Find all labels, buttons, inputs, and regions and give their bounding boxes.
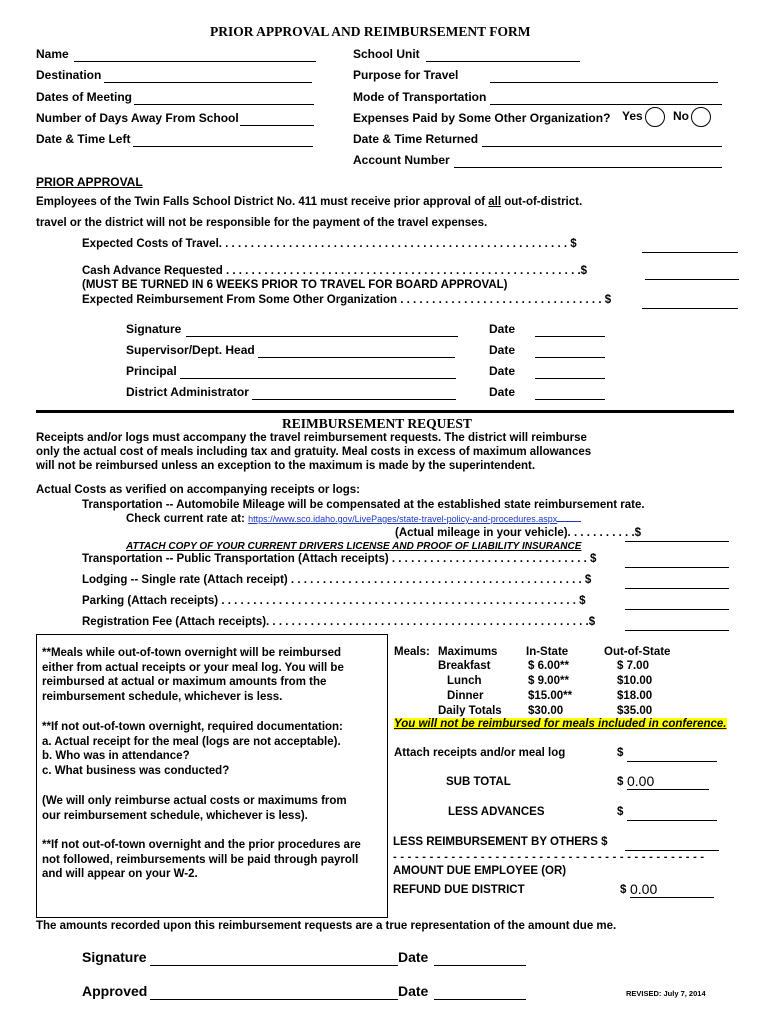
dates-of-meeting-field[interactable] xyxy=(134,90,314,105)
revised-date: REVISED: July 7, 2014 xyxy=(626,989,706,998)
footer-signature-field[interactable] xyxy=(150,951,398,966)
lunch-outstate: $10.00 xyxy=(617,675,653,687)
purpose-label: Purpose for Travel xyxy=(353,68,459,82)
signature-date-field[interactable] xyxy=(535,322,605,337)
mode-transport-label: Mode of Transportation xyxy=(353,90,487,104)
auto-mileage-text: Transportation -- Automobile Mileage will be compensated at the established state reimbursement rate. xyxy=(82,499,645,511)
attach-log-dollar: $ xyxy=(617,747,624,759)
dinner-instate: $15.00** xyxy=(528,690,573,702)
reimb-intro-3: will not be reimbursed unless an exception to the maximum is made by the superintendent. xyxy=(36,460,536,472)
yes-label: Yes xyxy=(622,109,643,124)
date-time-returned-field[interactable] xyxy=(482,132,722,147)
destination-field[interactable] xyxy=(104,68,312,83)
supervisor-date-label: Date xyxy=(489,343,516,357)
registration-field[interactable] xyxy=(625,616,729,631)
breakfast-label: Breakfast xyxy=(438,660,491,672)
subtotal-value: 0.00 xyxy=(627,773,709,790)
true-representation-statement: The amounts recorded upon this reimbursement requests are a true representation of the amount due me. xyxy=(36,920,617,932)
approved-field[interactable] xyxy=(150,985,398,1000)
meals-label: Meals: xyxy=(394,646,430,658)
supervisor-date-field[interactable] xyxy=(535,343,605,358)
supervisor-field[interactable] xyxy=(258,343,455,358)
refund-dollar: $ xyxy=(620,884,627,896)
daily-totals-label: Daily Totals xyxy=(438,705,502,717)
no-option[interactable] xyxy=(673,107,711,127)
mode-transport-field[interactable] xyxy=(490,90,722,105)
district-admin-label: District Administrator xyxy=(126,385,249,399)
principal-date-field[interactable] xyxy=(535,364,605,379)
lunch-instate: $ 9.00** xyxy=(528,675,569,687)
approved-date-field[interactable] xyxy=(434,985,526,1000)
reimbursement-heading: REIMBURSEMENT REQUEST xyxy=(282,416,472,431)
actual-costs-label: Actual Costs as verified on accompanying receipts or logs: xyxy=(36,484,361,496)
cash-advance-label: Cash Advance Requested . . . . . . . . . . . . . . . . . . . . . . . . . . . . . . . . . . . . . . . . . . . . . . . . . . . . . . . .$ xyxy=(82,265,588,277)
principal-label: Principal xyxy=(126,364,177,378)
school-unit-label: School Unit xyxy=(353,47,420,61)
cash-advance-note: (MUST BE TURNED IN 6 WEEKS PRIOR TO TRAVEL FOR BOARD APPROVAL) xyxy=(82,279,508,291)
date-time-returned-label: Date & Time Returned xyxy=(353,132,479,146)
subtotal-dollar: $ xyxy=(617,776,624,788)
yes-radio[interactable] xyxy=(645,107,665,127)
supervisor-label: Supervisor/Dept. Head xyxy=(126,343,255,357)
attach-log-label: Attach receipts and/or meal log xyxy=(394,747,566,759)
other-org-reimb-label: Expected Reimbursement From Some Other Organization . . . . . . . . . . . . . . . . . . . . . . . . . . . . . . . . $ xyxy=(82,294,612,306)
lodging-label: Lodging -- Single rate (Attach receipt) . . . . . . . . . . . . . . . . . . . . . . . . . . . . . . . . . . . . . . . . . . . . . . $ xyxy=(82,574,592,586)
parking-field[interactable] xyxy=(625,595,729,610)
school-unit-field[interactable] xyxy=(426,47,580,62)
footer-signature-date-field[interactable] xyxy=(434,951,526,966)
days-away-field[interactable] xyxy=(240,111,314,126)
district-admin-date-label: Date xyxy=(489,385,516,399)
meal-note-4: **If not out-of-town overnight and the prior procedures are not followed, reimbursements will be paid through payroll and will appear on your W-2. xyxy=(42,839,361,880)
less-reimb-others-label: LESS REIMBURSEMENT BY OTHERS $ xyxy=(393,836,608,848)
yes-option[interactable] xyxy=(622,107,665,127)
subtotal-label: SUB TOTAL xyxy=(446,776,511,788)
name-label: Name xyxy=(36,47,69,61)
no-radio[interactable] xyxy=(691,107,711,127)
reimb-intro-1: Receipts and/or logs must accompany the travel reimbursement requests. The district will reimburse xyxy=(36,432,587,444)
district-admin-date-field[interactable] xyxy=(535,385,605,400)
days-away-label: Number of Days Away From School xyxy=(36,111,239,125)
breakfast-outstate: $ 7.00 xyxy=(617,660,649,672)
date-time-left-field[interactable] xyxy=(133,132,313,147)
parking-label: Parking (Attach receipts) . . . . . . . . . . . . . . . . . . . . . . . . . . . . . . . . . . . . . . . . . . . . . . . . . . . . . . . . $ xyxy=(82,595,586,607)
less-reimb-others-field[interactable] xyxy=(625,836,719,851)
less-advances-dollar: $ xyxy=(617,806,624,818)
mileage-field[interactable] xyxy=(625,527,729,542)
prior-approval-heading: PRIOR APPROVAL xyxy=(36,175,143,189)
dates-of-meeting-label: Dates of Meeting xyxy=(36,90,133,104)
name-field[interactable] xyxy=(74,47,316,62)
registration-label: Registration Fee (Attach receipts). . . . . . . . . . . . . . . . . . . . . . . . . . . . . . . . . . . . . . . . . . . . . . . . . . .$ xyxy=(82,616,596,628)
totals-dash-divider: - - - - - - - - - - - - - - - - - - - - - - - - - - - - - - - - - - - - - - - - - - - xyxy=(393,851,705,863)
reimb-intro-2: only the actual cost of meals including tax and gratuity. Meal costs in excess of maximum allowances xyxy=(36,446,592,458)
instate-header: In-State xyxy=(526,646,569,658)
less-advances-label: LESS ADVANCES xyxy=(448,806,545,818)
mileage-label: (Actual mileage in your vehicle). . . . . . . . . . .$ xyxy=(395,527,642,539)
meal-note-3: (We will only reimburse actual costs or maximums from our reimbursement schedule, whichever is less). xyxy=(42,795,347,822)
meal-note-2: **If not out-of-town overnight, required documentation: a. Actual receipt for the meal (logs are not acceptable). b. Who was in attendance? c. What business was conducted? xyxy=(42,721,343,777)
expenses-other-org-label: Expenses Paid by Some Other Organization? xyxy=(353,111,611,125)
no-label: No xyxy=(673,109,689,124)
principal-date-label: Date xyxy=(489,364,516,378)
expected-costs-label: Expected Costs of Travel. . . . . . . . . . . . . . . . . . . . . . . . . . . . . . . . . . . . . . . . . . . . . . . . . . . . . . . $ xyxy=(82,238,577,250)
expected-costs-field[interactable] xyxy=(642,238,738,253)
breakfast-instate: $ 6.00** xyxy=(528,660,569,672)
lodging-field[interactable] xyxy=(625,574,729,589)
footer-signature-label: Signature xyxy=(82,949,147,965)
public-transport-label: Transportation -- Public Transportation (Attach receipts) . . . . . . . . . . . . . . . . . . . . . . . . . . . . . . . $ xyxy=(82,553,597,565)
rate-link[interactable]: https://www.sco.idaho.gov/LivePages/state-travel-policy-and-procedures.aspx xyxy=(248,514,558,524)
public-transport-field[interactable] xyxy=(625,553,729,568)
lunch-label: Lunch xyxy=(447,675,482,687)
principal-field[interactable] xyxy=(180,364,456,379)
district-admin-field[interactable] xyxy=(252,385,456,400)
amount-due-label: AMOUNT DUE EMPLOYEE (OR) xyxy=(393,865,567,877)
approved-label: Approved xyxy=(82,983,148,999)
purpose-field[interactable] xyxy=(490,68,718,83)
form-title: PRIOR APPROVAL AND REIMBURSEMENT FORM xyxy=(210,24,531,39)
conference-warning: You will not be reimbursed for meals included in conference. xyxy=(394,718,727,730)
meal-note-1: **Meals while out-of-town overnight will be reimbursed either from actual receipts or your meal log. You will be reimbursed at actual or maximum amounts from the reimbursement schedule, whichever is less. xyxy=(42,647,344,703)
prior-approval-text-2: travel or the district will not be responsible for the payment of the travel expenses. xyxy=(36,217,488,229)
cash-advance-field[interactable] xyxy=(645,265,739,280)
daily-outstate: $35.00 xyxy=(617,705,653,717)
account-number-field[interactable] xyxy=(454,153,722,168)
prior-approval-text-1: Employees of the Twin Falls School District No. 411 must receive prior approval of all out-of-district. xyxy=(36,196,583,208)
outstate-header: Out-of-State xyxy=(604,646,671,658)
section-divider xyxy=(36,410,734,413)
check-rate-text: Check current rate at: https://www.sco.idaho.gov/LivePages/state-travel-policy-and-procedures.aspx xyxy=(126,513,581,525)
date-time-left-label: Date & Time Left xyxy=(36,132,131,146)
less-advances-field[interactable] xyxy=(627,806,717,821)
dinner-outstate: $18.00 xyxy=(617,690,653,702)
refund-due-label: REFUND DUE DISTRICT xyxy=(393,884,525,896)
refund-value: 0.00 xyxy=(630,881,714,898)
signature-label: Signature xyxy=(126,322,182,336)
destination-label: Destination xyxy=(36,68,102,82)
approved-date-label: Date xyxy=(398,983,429,999)
signature-date-label: Date xyxy=(489,322,516,336)
other-org-reimb-field[interactable] xyxy=(642,294,738,309)
maximums-header: Maximums xyxy=(438,646,498,658)
attach-log-field[interactable] xyxy=(627,747,717,762)
dinner-label: Dinner xyxy=(447,690,484,702)
daily-instate: $30.00 xyxy=(528,705,564,717)
account-number-label: Account Number xyxy=(353,153,450,167)
signature-field[interactable] xyxy=(186,322,458,337)
footer-signature-date-label: Date xyxy=(398,949,429,965)
attach-license-note: ATTACH COPY OF YOUR CURRENT DRIVERS LICENSE AND PROOF OF LIABILITY INSURANCE xyxy=(126,541,582,552)
